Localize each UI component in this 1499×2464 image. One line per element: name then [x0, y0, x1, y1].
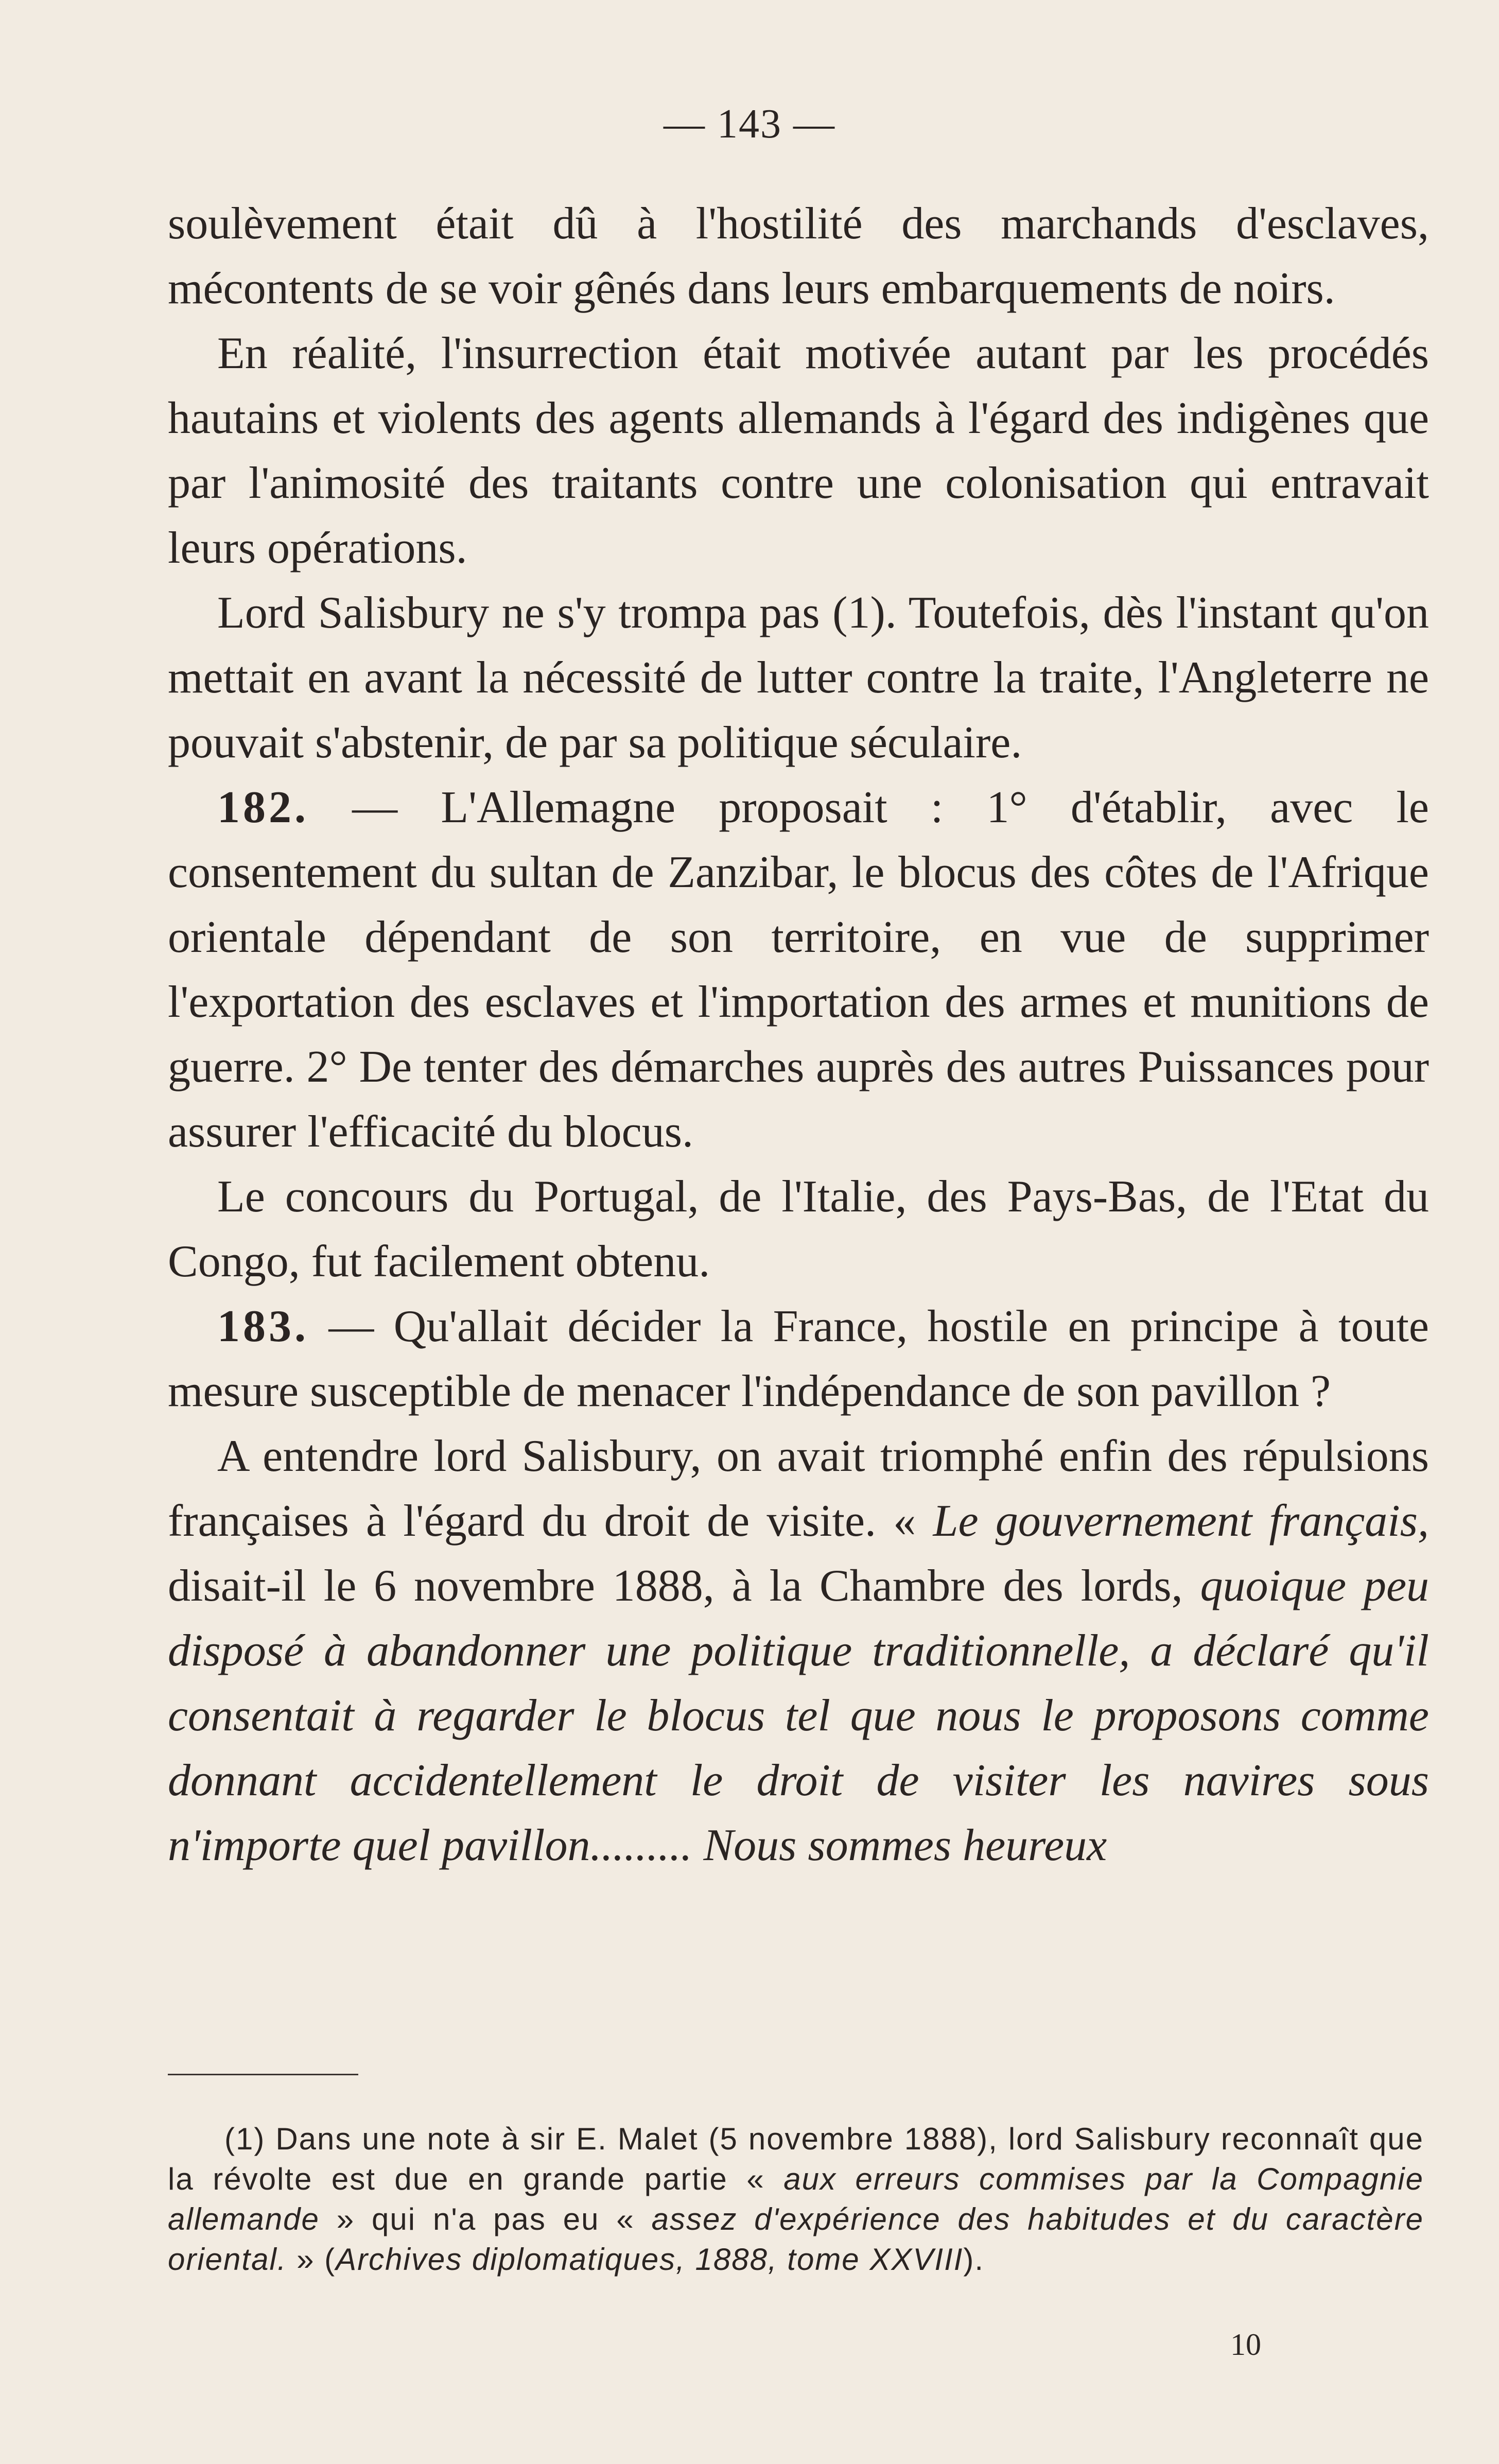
- paragraph-number: 183.: [217, 1302, 309, 1351]
- paragraph: [168, 1424, 1429, 1878]
- text-run: soulèvement était dû à l'hostilité des marchands d'esclaves, mécontents de se voir gênés dans leurs embarquements de noirs.: [168, 199, 1429, 314]
- text-run: Le concours du Portugal, de l'Italie, des Pays-Bas, de l'Etat du Congo, fut facilement obtenu.: [168, 1172, 1429, 1287]
- footnote: [168, 2119, 1424, 2280]
- text-run: » (: [287, 2242, 336, 2277]
- italic-run: aux erreurs commises par la Compagnie allemande: [168, 2162, 1424, 2236]
- paragraph: [168, 1294, 1429, 1424]
- footnote-rule: [168, 2074, 358, 2075]
- signature-mark: 10: [1230, 2328, 1261, 2362]
- text-run: En réalité, l'insurrection était motivée autant par les procédés hautains et violents des agents allemands à l'égard des indigènes que par l'animosité des traitants contre une colonisation qui entravait leurs opérations.: [168, 328, 1429, 573]
- text-run: — L'Allemagne proposait : 1° d'établir, avec le consentement du sultan de Zanzibar, le blocus des côtes de l'Afrique orientale dépendant de son territoire, en vue de supprimer l'exportation des esclaves et l'importation des armes et munitions de guerre. 2° De tenter des démarches auprès des autres Puissances pour assurer l'efficacité du blocus.: [168, 783, 1429, 1157]
- italic-run: quoique peu disposé à abandonner une politique traditionnelle, a déclaré qu'il consentait à regarder le blocus tel que nous le proposons comme donnant accidentellement le droit de visiter les navires sous n'importe quel pavillon......... Nous sommes heureux: [168, 1561, 1429, 1870]
- text-run: disait-il le 6 novembre 1888, à la Chambre des lords,: [168, 1561, 1200, 1611]
- text-run: Lord Salisbury ne s'y trompa pas (1). Toutefois, dès l'instant qu'on mettait en avant la nécessité de lutter contre la traite, l'Angleterre ne pouvait s'abstenir, de par sa politique séculaire.: [168, 588, 1429, 768]
- italic-run: Archives diplomatiques, 1888, tome XXVIII: [336, 2242, 964, 2277]
- paragraph: [168, 192, 1429, 321]
- text-run: ).: [963, 2242, 985, 2277]
- text-run: — Qu'allait décider la France, hostile en principe à toute mesure susceptible de menacer l'indépendance de son pavillon ?: [168, 1302, 1429, 1416]
- paragraph-number: 182.: [217, 783, 309, 832]
- paragraph: [168, 1165, 1429, 1294]
- text-run: (1) Dans une note à sir E. Malet (5 novembre 1888), lord Salisbury reconnaît que la révolte est due en grande partie «: [168, 2122, 1424, 2196]
- text-run: » qui n'a pas eu «: [319, 2202, 652, 2236]
- paragraph: [168, 321, 1429, 581]
- body-text: [168, 192, 1429, 1878]
- paragraph: [168, 775, 1429, 1165]
- footnotes: [168, 2119, 1424, 2280]
- page-number: — 143 —: [664, 101, 835, 147]
- paragraph: [168, 581, 1429, 775]
- italic-run: Le gouvernement français,: [933, 1496, 1429, 1546]
- italic-run: assez d'expérience des habitudes et du caractère oriental.: [168, 2202, 1424, 2277]
- text-run: A entendre lord Salisbury, on avait triomphé enfin des répulsions françaises à l'égard du droit de visite. «: [168, 1431, 1429, 1546]
